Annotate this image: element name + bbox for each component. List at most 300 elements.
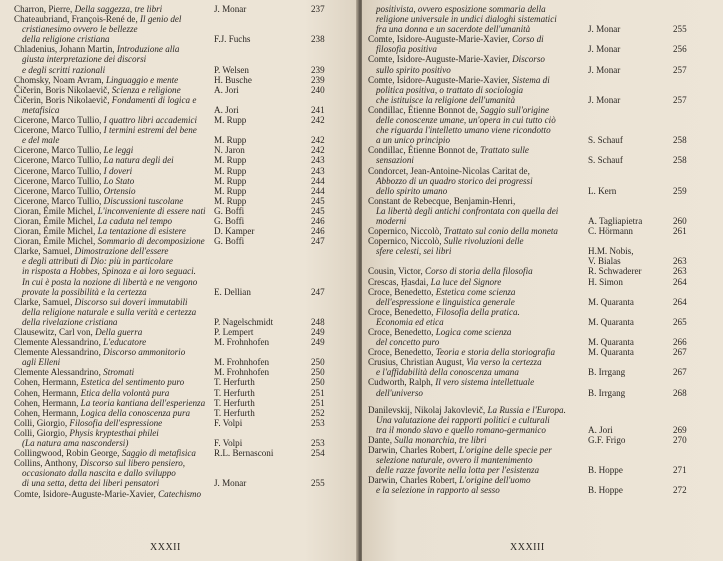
entry-editor: J. Monar xyxy=(214,4,247,14)
section-gap xyxy=(368,398,710,405)
entry-line xyxy=(14,418,214,428)
entry-title: Della saggezza, tre libri xyxy=(74,4,163,14)
entry-line xyxy=(14,44,214,54)
index-entry xyxy=(368,475,710,495)
entry-author: Crescas, Ḥasdai, xyxy=(368,276,431,287)
entry-title: I quattro libri accademici xyxy=(103,115,198,126)
entry-page-number: 251 xyxy=(311,397,325,408)
entry-text xyxy=(368,327,588,347)
entry-line xyxy=(368,327,588,337)
entry-title: Via verso la certezza xyxy=(466,357,542,368)
entry-editor: P. Welsen xyxy=(214,64,249,75)
entry-author: Charron, Pierre, xyxy=(14,4,75,14)
index-entry xyxy=(14,489,349,499)
entry-title: In cui è posta la nozione di libertà e ne vengono xyxy=(22,276,198,287)
entry-line xyxy=(14,246,214,256)
entry-title: tra il mondo slavo e quello romano-germanico xyxy=(376,424,546,435)
entry-page-number: 261 xyxy=(673,226,687,237)
entry-text xyxy=(368,105,588,145)
entry-author: Darwin, Charles Robert, xyxy=(368,475,460,486)
index-entry xyxy=(368,287,710,307)
index-entry xyxy=(14,327,349,337)
entry-author: Cohen, Hermann, xyxy=(14,387,81,398)
entry-text xyxy=(14,196,214,206)
entry-title: La libertà degli antichi confrontata con quella dei xyxy=(376,205,559,216)
index-entry xyxy=(14,206,349,216)
entry-title: Discorso ammonitorio xyxy=(103,347,186,358)
entry-text xyxy=(368,236,588,256)
index-entry xyxy=(14,196,349,206)
entry-line xyxy=(14,155,214,165)
entry-page-number: 244 xyxy=(311,185,325,196)
entry-author: Cioran, Émile Michel, xyxy=(14,226,98,237)
entry-title: della religione cristiana xyxy=(22,34,110,45)
entry-line xyxy=(368,357,588,367)
entry-line xyxy=(368,166,588,176)
entry-title: Estetica del sentimento puro xyxy=(80,377,185,388)
index-entry xyxy=(368,347,710,357)
entry-author: Darwin, Charles Robert, xyxy=(368,445,460,456)
entry-text xyxy=(14,367,214,377)
entry-page-number: 270 xyxy=(673,434,687,445)
entry-page-number: 255 xyxy=(673,24,687,35)
index-entry xyxy=(14,246,349,296)
entry-page-number: 257 xyxy=(673,64,687,75)
entry-author: Copernico, Niccolò, xyxy=(368,236,444,247)
entry-title: Sommario di decomposizione xyxy=(97,236,205,247)
right-index-list xyxy=(368,4,710,496)
entry-line xyxy=(368,54,588,64)
index-entry xyxy=(14,388,349,398)
index-entry xyxy=(368,307,710,327)
entry-author: Cioran, Émile Michel, xyxy=(14,236,98,247)
entry-page-number: 252 xyxy=(311,407,325,418)
entry-title: Ortensio xyxy=(103,185,136,196)
entry-title: Discorso xyxy=(512,54,545,65)
entry-page-number: 240 xyxy=(311,84,325,95)
entry-page-number: 272 xyxy=(673,485,687,496)
entry-line xyxy=(368,135,588,145)
entry-title: a un unico principio xyxy=(376,135,451,146)
entry-line xyxy=(14,24,214,34)
entry-page-number: 249 xyxy=(311,337,325,348)
entry-title: sullo spirito positivo xyxy=(376,64,451,75)
entry-title: La caduta nel tempo xyxy=(97,215,173,226)
entry-title: Corso di storia della filosofia xyxy=(425,266,533,277)
entry-title: La teoria kantiana dell'esperienza xyxy=(80,397,206,408)
entry-author: Cicerone, Marco Tullio, xyxy=(14,175,104,186)
entry-line xyxy=(14,166,214,176)
entry-line xyxy=(368,95,588,105)
entry-page-number: 245 xyxy=(311,205,325,216)
entry-author: Constant de Rebecque, Benjamin-Henri, xyxy=(368,195,516,206)
entry-title: La tentazione di esistere xyxy=(97,226,186,237)
entry-page-number: 264 xyxy=(673,276,687,287)
index-entry xyxy=(14,145,349,155)
entry-page-number: 243 xyxy=(311,155,325,166)
entry-title: della religione naturale e sulla verità e certezza xyxy=(22,306,197,317)
entry-title: L'educatore xyxy=(103,337,147,348)
entry-line xyxy=(368,266,588,276)
entry-editor: A. Jori xyxy=(588,424,613,435)
entry-line xyxy=(368,155,588,165)
entry-text xyxy=(368,435,588,445)
entry-author: Crusius, Christian August, xyxy=(368,357,467,368)
entry-text xyxy=(14,226,214,236)
entry-editor: M. Rupp xyxy=(214,165,247,176)
entry-text xyxy=(368,145,588,165)
entry-page-number: 253 xyxy=(311,417,325,428)
entry-title: sensazioni xyxy=(376,155,414,166)
entry-editor: C. Hörmann xyxy=(588,226,633,237)
entry-text xyxy=(14,377,214,387)
left-page xyxy=(0,0,358,561)
entry-page-number: 239 xyxy=(311,64,325,75)
entry-page-number: 251 xyxy=(311,387,325,398)
entry-author: Cohen, Hermann, xyxy=(14,407,81,418)
entry-title: dell'espressione e linguistica generale xyxy=(376,296,515,307)
entry-line xyxy=(14,54,214,64)
index-entry xyxy=(14,14,349,44)
entry-text xyxy=(14,216,214,226)
index-entry xyxy=(14,44,349,74)
entry-text xyxy=(14,408,214,418)
entry-page-number: 241 xyxy=(311,104,325,115)
entry-title: Stromati xyxy=(103,367,135,378)
entry-line xyxy=(368,455,588,465)
entry-author: Cioran, Émile Michel, xyxy=(14,205,98,216)
entry-text xyxy=(368,357,588,377)
entry-title: che riguarda l'intelletto umano viene ricondotto xyxy=(376,125,551,136)
entry-line xyxy=(368,465,588,475)
index-entry xyxy=(368,357,710,377)
entry-title: Saggio di metafisica xyxy=(121,448,196,459)
entry-line xyxy=(368,85,588,95)
entry-editor: B. Irrgang xyxy=(588,387,626,398)
entry-title: fra una donna e un sacerdote dell'umanità xyxy=(376,24,531,35)
entry-author: Comte, Isidore-Auguste-Marie-Xavier, xyxy=(14,488,159,499)
entry-text xyxy=(14,4,214,14)
entry-editor: T. Herfurth xyxy=(214,397,255,408)
entry-line xyxy=(14,317,214,327)
entry-text xyxy=(14,398,214,408)
entry-title: e degli attributi di Dio: più in particolare xyxy=(22,256,173,267)
entry-line xyxy=(368,388,588,398)
entry-page-number: 263 xyxy=(673,266,687,277)
entry-text xyxy=(14,166,214,176)
entry-line xyxy=(368,115,588,125)
entry-line xyxy=(14,206,214,216)
entry-line xyxy=(14,357,214,367)
entry-editor: T. Herfurth xyxy=(214,407,255,418)
entry-editor: D. Kamper xyxy=(214,226,255,237)
entry-page-number: 264 xyxy=(673,296,687,307)
entry-author: Cohen, Hermann, xyxy=(14,377,81,388)
entry-line xyxy=(368,317,588,327)
entry-page-number: 245 xyxy=(311,195,325,206)
entry-title: L'inconveniente di essere nati xyxy=(97,205,206,216)
entry-line xyxy=(368,44,588,54)
entry-text xyxy=(14,388,214,398)
entry-line xyxy=(14,105,214,115)
entry-text xyxy=(368,287,588,307)
entry-line xyxy=(14,428,214,438)
index-entry xyxy=(14,176,349,186)
entry-editor: A. Tagliapietra xyxy=(588,215,643,226)
entry-text xyxy=(368,226,588,236)
entry-page-number: 268 xyxy=(673,387,687,398)
entry-title: Sulle rivoluzioni delle xyxy=(443,236,524,247)
entry-author: Clausewitz, Carl von, xyxy=(14,327,96,338)
entry-line xyxy=(368,347,588,357)
entry-title: Dimostrazione dell'essere xyxy=(74,246,169,257)
entry-page-number: 256 xyxy=(673,44,687,55)
entry-line xyxy=(14,95,214,105)
index-entry xyxy=(14,216,349,226)
entry-page-number: 242 xyxy=(311,135,325,146)
entry-editor: M. Rupp xyxy=(214,185,247,196)
entry-title: Logica come scienza xyxy=(435,327,512,338)
entry-line xyxy=(368,415,588,425)
entry-line xyxy=(368,105,588,115)
entry-editor: M. Quaranta xyxy=(588,347,634,358)
entry-title: che istituisce la religione dell'umanità xyxy=(376,94,515,105)
index-entry xyxy=(14,4,349,14)
entry-line xyxy=(14,468,214,478)
entry-line xyxy=(14,287,214,297)
entry-author: Condillac, Étienne Bonnot de, xyxy=(368,145,481,156)
entry-title: dell'universo xyxy=(376,387,423,398)
entry-title: filosofia positiva xyxy=(376,44,437,55)
entry-page-number: 246 xyxy=(311,226,325,237)
entry-line xyxy=(14,266,214,276)
entry-title: Sulla monarchia, tre libri xyxy=(394,434,487,445)
entry-page-number: 266 xyxy=(673,337,687,348)
entry-title: Teoria e storia della storiografia xyxy=(435,347,556,358)
index-entry xyxy=(368,266,710,276)
entry-line xyxy=(14,489,214,499)
entry-text xyxy=(14,14,214,44)
entry-author: Clemente Alessandrino, xyxy=(14,367,104,378)
entry-author: Collins, Anthony, xyxy=(14,458,81,469)
entry-page-number: 258 xyxy=(673,135,687,146)
index-entry xyxy=(368,105,710,145)
entry-line xyxy=(368,145,588,155)
entry-editor: G. Boffi xyxy=(214,205,245,216)
index-entry xyxy=(368,327,710,347)
entry-title: Logica della conoscenza pura xyxy=(80,407,191,418)
entry-author: Cicerone, Marco Tullio, xyxy=(14,155,104,166)
entry-page-number: 271 xyxy=(673,465,687,476)
entry-author: Condillac, Étienne Bonnot de, xyxy=(368,104,481,115)
entry-editor: M. Rupp xyxy=(214,195,247,206)
entry-author: Colli, Giorgio, xyxy=(14,427,70,438)
index-entry xyxy=(368,377,710,397)
entry-title: Discorso sui doveri immutabili xyxy=(74,296,188,307)
entry-line xyxy=(14,186,214,196)
entry-title: delle razze favorite nella lotta per l'esistenza xyxy=(376,465,540,476)
entry-title: I termini estremi del bene xyxy=(103,125,197,136)
entry-title: La Russia e l'Europa. xyxy=(487,404,566,415)
entry-title: Saggio sull'origine xyxy=(480,104,550,115)
entry-editor: R.L. Bernasconi xyxy=(214,448,274,459)
entry-text xyxy=(14,44,214,74)
entry-editor: V. Bialas xyxy=(588,256,621,267)
entry-title: Trattato sulle xyxy=(480,145,529,156)
entry-author: Čičerin, Boris Nikolaevič, xyxy=(14,94,112,105)
entry-line xyxy=(14,226,214,236)
entry-line xyxy=(14,297,214,307)
entry-page-number: 269 xyxy=(673,424,687,435)
entry-editor: B. Hoppe xyxy=(588,485,623,496)
entry-text xyxy=(14,95,214,115)
entry-text xyxy=(14,428,214,448)
entry-title: Estetica come scienza xyxy=(435,286,516,297)
entry-line xyxy=(14,75,214,85)
entry-editor: J. Monar xyxy=(588,64,621,75)
index-entry xyxy=(14,115,349,125)
entry-title: (La natura ama nascondersi) xyxy=(22,438,129,449)
entry-author: Danilevskij, Nikolaj Jakovlevič, xyxy=(368,404,488,415)
entry-text xyxy=(14,347,214,367)
entry-page-number: 239 xyxy=(311,74,325,85)
entry-author: Copernico, Niccolò, xyxy=(368,226,444,237)
entry-line xyxy=(14,34,214,44)
entry-title: Corso di xyxy=(512,34,544,45)
entry-page-number: 258 xyxy=(673,155,687,166)
entry-author: Comte, Isidore-Auguste-Marie-Xavier, xyxy=(368,34,513,45)
entry-line xyxy=(14,438,214,448)
entry-line xyxy=(368,367,588,377)
entry-author: Croce, Benedetto, xyxy=(368,327,436,338)
entry-line xyxy=(368,277,588,287)
entry-author: Cousin, Victor, xyxy=(368,266,426,277)
entry-text xyxy=(14,206,214,216)
entry-title: in risposta a Hobbes, Spinoza e ai loro seguaci. xyxy=(22,266,196,277)
entry-title: I doveri xyxy=(103,165,133,176)
index-entry xyxy=(368,54,710,74)
entry-editor: F.J. Fuchs xyxy=(214,34,251,45)
entry-text xyxy=(14,489,214,499)
entry-editor: F. Volpi xyxy=(214,438,243,449)
entry-line xyxy=(368,405,588,415)
entry-title: provate la possibilità e la certezza xyxy=(22,286,147,297)
entry-page-number: 246 xyxy=(311,215,325,226)
index-entry xyxy=(14,95,349,115)
entry-author: Čičerin, Boris Nikolaevič, xyxy=(14,84,112,95)
entry-editor: J. Monar xyxy=(588,94,621,105)
entry-text xyxy=(368,475,588,495)
entry-editor: H.M. Nobis, xyxy=(588,246,634,257)
entry-title: religione universale in undici dialoghi sistematici xyxy=(376,14,557,25)
entry-page-number: 250 xyxy=(311,377,325,388)
entry-line xyxy=(368,186,588,196)
index-entry xyxy=(14,418,349,428)
entry-title: Una valutazione dei rapporti politici e culturali xyxy=(376,414,550,425)
entry-title: del concetto puro xyxy=(376,337,440,348)
entry-line xyxy=(368,4,588,14)
entry-line xyxy=(368,297,588,307)
entry-title: Discussioni tuscolane xyxy=(103,195,184,206)
entry-text xyxy=(14,176,214,186)
entry-title: Economia ed etica xyxy=(376,316,444,327)
entry-author: Cicerone, Marco Tullio, xyxy=(14,115,104,126)
entry-editor: S. Schauf xyxy=(588,155,623,166)
entry-editor: P. Lempert xyxy=(214,327,254,338)
entry-line xyxy=(368,377,588,387)
entry-text xyxy=(14,186,214,196)
index-entry xyxy=(14,75,349,85)
entry-author: Dante, xyxy=(368,434,395,445)
entry-text xyxy=(368,445,588,475)
index-entry xyxy=(14,458,349,488)
entry-title: giusta interpretazione dei discorsi xyxy=(22,54,147,65)
entry-page-number: 267 xyxy=(673,347,687,358)
entry-editor: G.F. Frigo xyxy=(588,434,626,445)
entry-text xyxy=(14,327,214,337)
entry-text xyxy=(14,448,214,458)
index-entry xyxy=(14,367,349,377)
entry-editor: B. Irrgang xyxy=(588,367,626,378)
index-entry xyxy=(368,34,710,54)
index-entry xyxy=(14,155,349,165)
entry-line xyxy=(14,135,214,145)
entry-editor: L. Kern xyxy=(588,185,617,196)
entry-editor: J. Monar xyxy=(588,24,621,35)
entry-title: della rivelazione cristiana xyxy=(22,316,118,327)
entry-text xyxy=(14,458,214,488)
entry-title: politica positiva, o trattato di sociologia xyxy=(376,84,524,95)
entry-line xyxy=(14,347,214,357)
index-entry xyxy=(368,226,710,236)
entry-editor: M. Quaranta xyxy=(588,296,634,307)
entry-title: Sistema di xyxy=(512,74,550,85)
index-entry xyxy=(14,448,349,458)
entry-editor: J. Monar xyxy=(214,478,247,489)
entry-page-number: 244 xyxy=(311,175,325,186)
entry-author: Colli, Giorgio, xyxy=(14,417,70,428)
entry-line xyxy=(368,307,588,317)
entry-line xyxy=(14,216,214,226)
entry-title: dello spirito umano xyxy=(376,185,448,196)
entry-line xyxy=(368,75,588,85)
entry-title: Della guerra xyxy=(95,327,143,338)
entry-title: metafisica xyxy=(22,104,60,115)
entry-line xyxy=(368,226,588,236)
entry-page-number: 253 xyxy=(311,438,325,449)
entry-title: Fondamenti di logica e xyxy=(111,94,197,105)
entry-line xyxy=(14,478,214,488)
entry-text xyxy=(368,4,588,34)
entry-author: Cudworth, Ralph, xyxy=(368,377,436,388)
entry-editor: R. Schwaderer xyxy=(588,266,642,277)
entry-line xyxy=(14,307,214,317)
index-entry xyxy=(368,445,710,475)
entry-page-number: 263 xyxy=(673,256,687,267)
index-entry xyxy=(14,428,349,448)
entry-author: Collingwood, Robin George, xyxy=(14,448,122,459)
entry-editor: M. Rupp xyxy=(214,175,247,186)
entry-editor: N. Jaron xyxy=(214,145,245,156)
entry-text xyxy=(14,125,214,145)
entry-text xyxy=(368,196,588,226)
left-index-list xyxy=(14,4,349,499)
index-entry xyxy=(368,4,710,34)
entry-text xyxy=(14,85,214,95)
entry-line xyxy=(368,475,588,485)
entry-line xyxy=(14,196,214,206)
entry-editor: M. Frohnhofen xyxy=(214,367,270,378)
